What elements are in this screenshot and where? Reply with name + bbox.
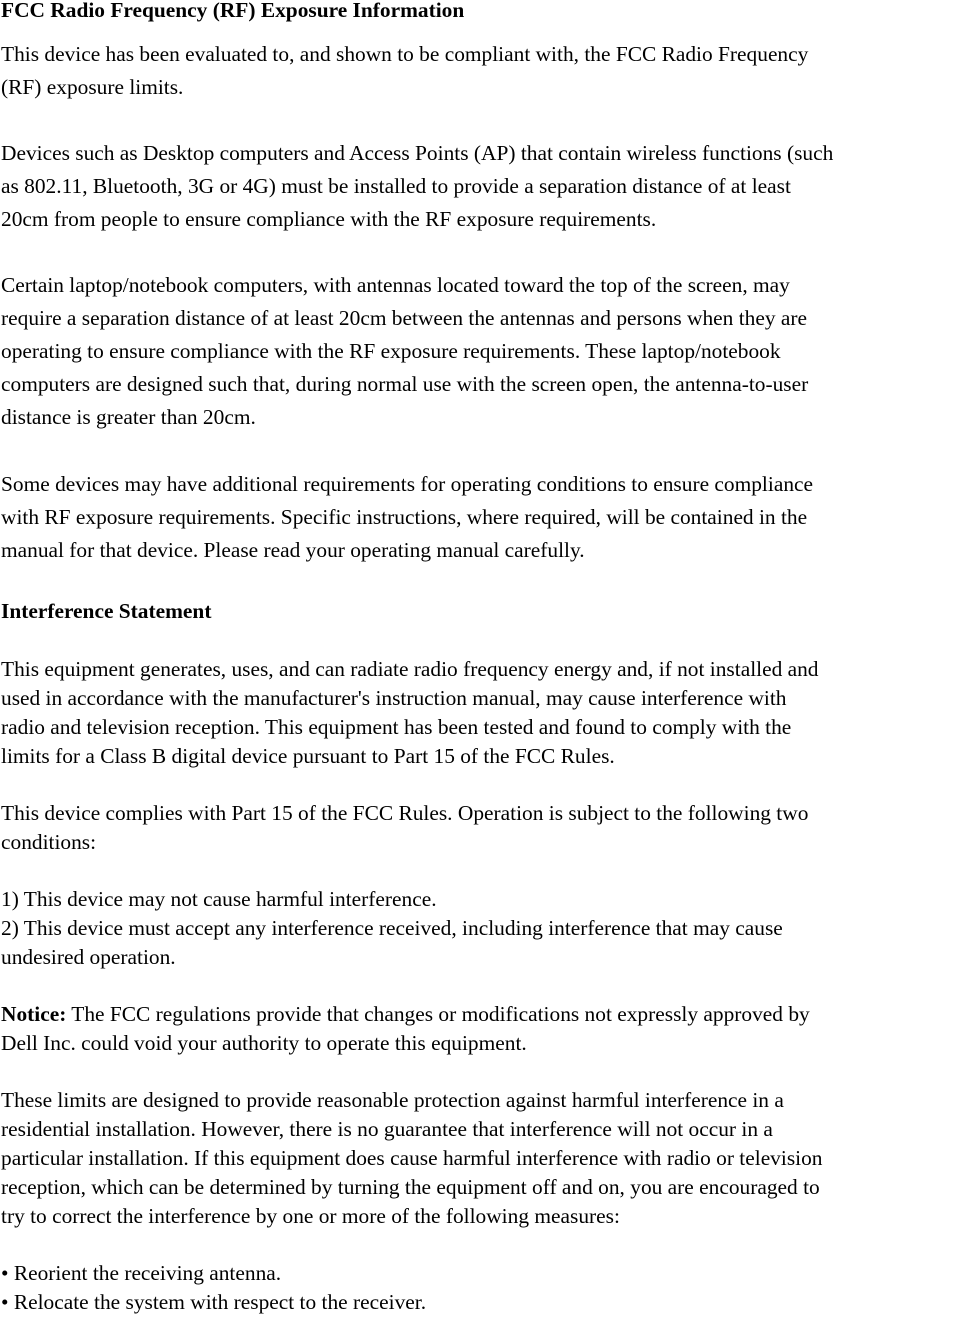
text-line: particular installation. If this equipment does cause harmful interference with radio or television xyxy=(1,1146,823,1170)
interference-paragraph-2 xyxy=(1,799,808,857)
text-line: residential installation. However, there is no guarantee that interference will not occur in a xyxy=(1,1117,773,1141)
text-line: reception, which can be determined by turning the equipment off and on, you are encouraged to xyxy=(1,1175,820,1199)
text-line: This equipment generates, uses, and can radiate radio frequency energy and, if not installed and xyxy=(1,657,819,681)
text-line: This device has been evaluated to, and shown to be compliant with, the FCC Radio Frequency xyxy=(1,42,809,66)
text-line: Dell Inc. could void your authority to operate this equipment. xyxy=(1,1031,527,1055)
rf-section-title: FCC Radio Frequency (RF) Exposure Information xyxy=(1,0,465,22)
text-line: computers are designed such that, during normal use with the screen open, the antenna-to-user xyxy=(1,372,809,396)
text-line: conditions: xyxy=(1,830,97,854)
rf-paragraph-4 xyxy=(1,468,813,567)
text-line: (RF) exposure limits. xyxy=(1,75,184,99)
rf-paragraph-3 xyxy=(1,269,808,434)
text-line: radio and television reception. This equipment has been tested and found to comply with the xyxy=(1,715,792,739)
conditions-list xyxy=(1,885,783,972)
text-line: try to correct the interference by one or more of the following measures: xyxy=(1,1204,620,1228)
list-item: 2) This device must accept any interference received, including interference that may cause xyxy=(1,916,783,940)
text-line: Some devices may have additional requirements for operating conditions to ensure compliance xyxy=(1,472,813,496)
limits-paragraph xyxy=(1,1086,822,1231)
text-line: with RF exposure requirements. Specific instructions, where required, will be contained in the xyxy=(1,505,808,529)
text-line: used in accordance with the manufacturer's instruction manual, may cause interference with xyxy=(1,686,787,710)
text-line: as 802.11, Bluetooth, 3G or 4G) must be installed to provide a separation distance of at least xyxy=(1,174,791,198)
list-item: • Reorient the receiving antenna. xyxy=(1,1261,282,1285)
text-line: Devices such as Desktop computers and Access Points (AP) that contain wireless functions (such xyxy=(1,141,834,165)
interference-section-title: Interference Statement xyxy=(1,599,212,623)
text-line: operating to ensure compliance with the RF exposure requirements. These laptop/notebook xyxy=(1,339,781,363)
text-line: This device complies with Part 15 of the FCC Rules. Operation is subject to the following two xyxy=(1,801,809,825)
list-item: • Relocate the system with respect to the receiver. xyxy=(1,1290,427,1314)
text-line: require a separation distance of at least 20cm between the antennas and persons when they are xyxy=(1,306,807,330)
list-item: 1) This device may not cause harmful interference. xyxy=(1,887,437,911)
notice-paragraph xyxy=(1,1000,810,1058)
text-line: distance is greater than 20cm. xyxy=(1,405,256,429)
text-line xyxy=(1,1000,810,1029)
text-line: limits for a Class B digital device pursuant to Part 15 of the FCC Rules. xyxy=(1,744,615,768)
text-line: Certain laptop/notebook computers, with antennas located toward the top of the screen, may xyxy=(1,273,790,297)
text-line: manual for that device. Please read your operating manual carefully. xyxy=(1,538,585,562)
text-line: These limits are designed to provide reasonable protection against harmful interference in a xyxy=(1,1088,784,1112)
notice-text: The FCC regulations provide that changes or modifications not expressly approved by xyxy=(66,1002,810,1026)
rf-paragraph-2 xyxy=(1,137,833,236)
list-item: undesired operation. xyxy=(1,945,176,969)
rf-paragraph-1 xyxy=(1,38,808,104)
text-line: 20cm from people to ensure compliance with the RF exposure requirements. xyxy=(1,207,657,231)
interference-paragraph-1 xyxy=(1,655,819,771)
notice-label: Notice: xyxy=(1,1002,67,1026)
measures-list xyxy=(1,1259,426,1317)
